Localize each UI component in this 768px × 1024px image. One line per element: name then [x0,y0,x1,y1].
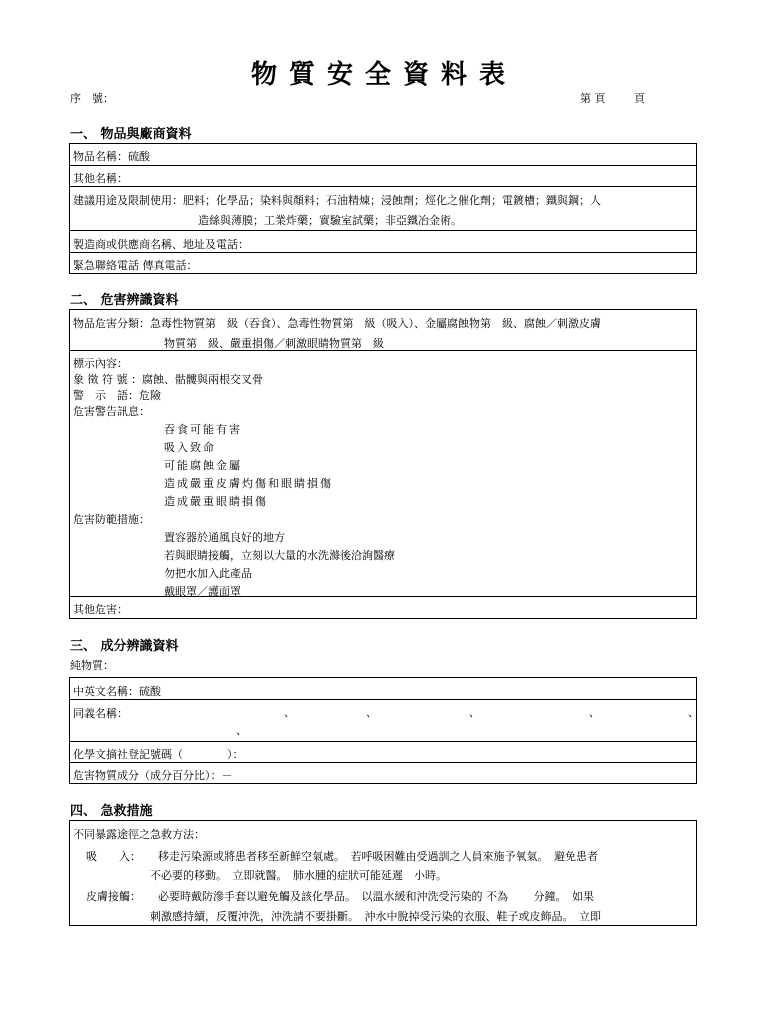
hazard-statement: 造成嚴重眼睛損傷 [164,495,268,508]
page-number-label: 第 頁 [580,92,606,105]
hazard-class-row [70,310,696,351]
page-title: 物質安全資料表 [250,60,517,90]
chemical-name-row [70,678,696,700]
hazard-statement: 吞食可能有害 [164,423,242,436]
hazard-symbol: 象 徵 符 號 ：腐蝕、骷髏與兩根交叉骨 [73,373,263,386]
hazard-statement: 可能腐蝕金屬 [164,459,242,472]
label-content-row [70,351,696,597]
usage-line-2: 造絲與薄膜；工業炸藥；實驗室試藥；非亞鐵冶金術。 [198,214,462,227]
hazard-statement: 造成嚴重皮膚灼傷和眼睛損傷 [164,477,333,490]
product-name: 物品名稱：硫酸 [73,150,150,163]
section-heading-composition: 三、 成分辨識資料 [70,639,179,654]
other-names-row [70,166,696,187]
emergency-row [70,253,696,273]
precaution-item: 置容器於通風良好的地方 [164,531,285,544]
synonym-separator: 、 [589,706,600,719]
synonym-separator: 、 [366,706,377,719]
inhalation-line-2: 不必要的移動。 立即就醫。 肺水腫的症狀可能延遲 小時。 [150,869,447,882]
product-info-table [69,143,697,274]
precautions-label: 危害防範措施： [73,513,150,526]
section-heading-first-aid: 四、 急救措施 [70,804,153,819]
product-name-row [70,144,696,166]
other-names: 其他名稱： [73,172,128,185]
hazard-statement: 吸入致命 [164,441,216,454]
precaution-item: 若與眼睛接觸，立刻以大量的水洗滌後洽詢醫療 [164,549,395,562]
hazard-statements-label: 危害警告訊息： [73,405,150,418]
hazard-class-line-1: 物品危害分類：急毒性物質第 級（吞食）、急毒性物質第 級（吸入）、金屬腐蝕物第 級、腐蝕／刺激皮膚 [73,317,601,330]
composition-table [69,677,697,784]
synonym-separator: 、 [688,706,699,719]
manufacturer: 製造商或供應商名稱、地址及電話： [73,238,249,251]
hazard-table [69,309,697,619]
synonyms-row [70,700,699,742]
usage-line-1: 建議用途及限制使用：肥料；化學品；染料與顏料；石油精煉；浸蝕劑；烴化之催化劑；電鍍槽；鐵與鋼；人 [73,194,601,207]
signal-word: 警 示 語：危險 [73,389,161,402]
other-hazards-row [70,597,696,618]
precaution-item: 戴眼罩／護面罩 [164,585,241,598]
skin-contact-label: 皮膚接觸： [86,890,141,903]
other-hazards: 其他危害： [73,603,128,616]
pure-substance-label: 純物質： [70,659,114,672]
skin-contact-line-1: 必要時戴防滲手套以避免觸及該化學品。 以溫水緩和沖洗受污染的 不為 分鐘。 如果 [158,890,594,903]
section-heading-product: 一、 物品與廠商資料 [70,127,192,142]
inhalation-line-1: 移走污染源或將患者移至新鮮空氣處。 若呼吸困難由受過訓之人員來施予氧氣。 避免患者 [158,850,598,863]
synonym-separator: 、 [236,724,247,737]
page-number-suffix: 頁 [634,92,645,105]
exposure-routes-label: 不同暴露途徑之急救方法： [73,828,205,841]
skin-contact-line-2: 刺激感持續，反覆沖洗，沖洗請不要掛斷。 沖水中脫掉受污染的衣服、鞋子或皮飾品。 立即 [150,910,601,923]
section-heading-hazard: 二、 危害辨識資料 [70,293,179,308]
precaution-item: 勿把水加入此產品 [164,567,252,580]
hazard-class-line-2: 物質第 級、嚴重損傷／刺激眼睛物質第 級 [164,337,384,350]
cas-row [70,742,696,763]
serial-number-label: 序 號： [70,92,114,105]
composition-row [70,763,696,783]
inhalation-label: 吸 入： [86,850,141,863]
emergency-contact: 緊急聯絡電話 傳真電話： [73,259,198,272]
synonyms-label: 同義名稱： [73,707,128,720]
chemical-name: 中英文名稱：硫酸 [73,685,161,698]
usage-row [70,187,696,231]
first-aid-table [69,820,697,926]
cas-number: 化學文摘社登記號碼（ ）： [73,748,244,761]
manufacturer-row [70,231,696,253]
hazardous-composition: 危害物質成分（成分百分比）：－ [73,769,233,782]
synonym-separator: 、 [469,706,480,719]
label-content: 標示內容： [73,357,128,370]
synonym-separator: 、 [284,706,295,719]
